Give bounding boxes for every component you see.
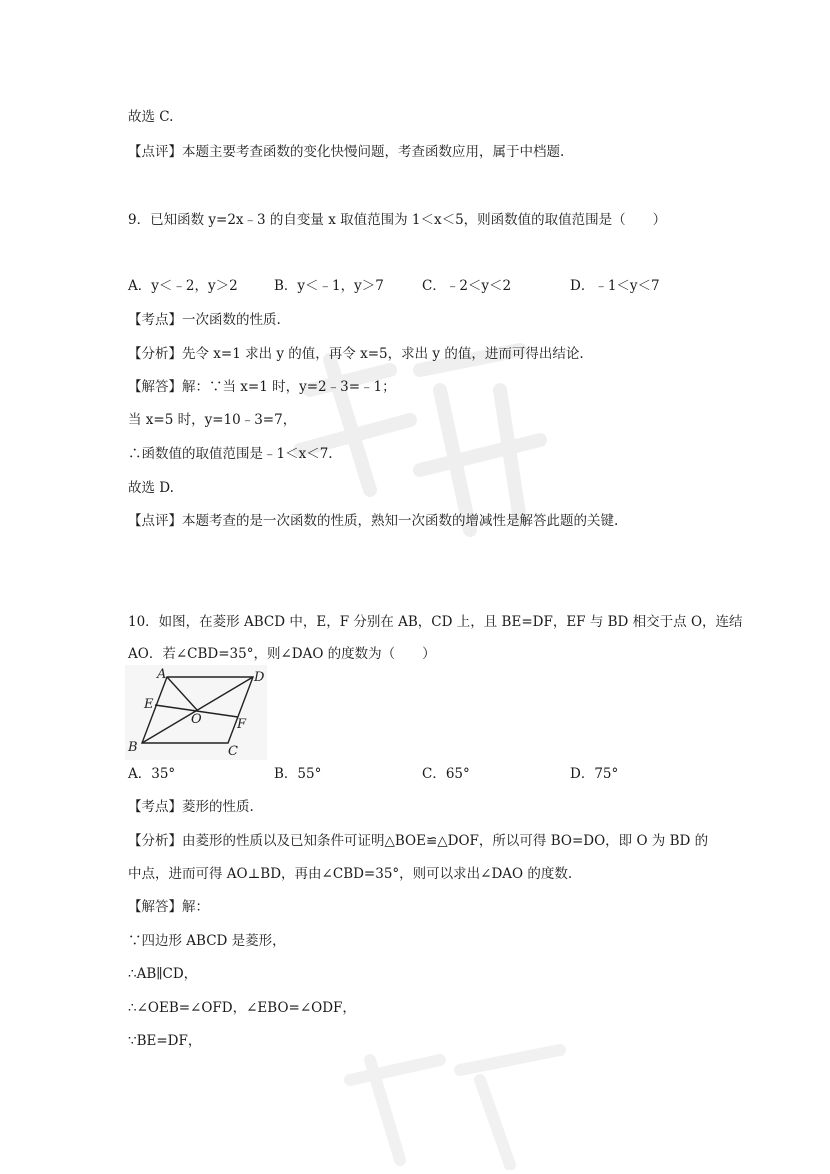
q9-step-2: ∴函数值的取值范围是﹣1＜x＜7.: [128, 446, 333, 462]
q10-step-4: ∵BE=DF，: [128, 1033, 202, 1049]
q8-conclusion: 故选 C.: [128, 109, 174, 125]
q9-stem: 9．已知函数 y=2x﹣3 的自变量 x 取值范围为 1＜x＜5，则函数值的取值范围是（ ）: [128, 212, 667, 228]
q9-options: [128, 277, 728, 295]
q9-conclusion: 故选 D.: [128, 480, 174, 496]
label-b: B: [128, 740, 138, 755]
label-f: F: [237, 717, 247, 732]
label-a: A: [157, 667, 167, 682]
q10-jieda: 【解答】解：: [128, 899, 209, 915]
label-d: D: [254, 670, 265, 685]
q9-option-d: D．﹣1＜y＜7: [570, 278, 660, 294]
q9-option-c: C．﹣2＜y＜2: [422, 278, 512, 294]
label-e: E: [144, 697, 154, 712]
q10-options: [128, 765, 728, 783]
label-c: C: [228, 744, 238, 759]
q10-option-d: D．75°: [570, 766, 619, 782]
q10-step-3: ∴∠OEB=∠OFD，∠EBO=∠ODF，: [128, 1000, 356, 1016]
rhombus-figure: [125, 665, 267, 760]
q10-step-1: ∵四边形 ABCD 是菱形，: [128, 933, 286, 949]
q9-fenxi: 【分析】先令 x=1 求出 y 的值，再令 x=5，求出 y 的值，进而可得出结论.: [128, 346, 584, 362]
q9-jieda: 【解答】解：∵当 x=1 时，y=2﹣3=﹣1；: [128, 379, 396, 395]
q10-fenxi-line-1: 【分析】由菱形的性质以及已知条件可证明△BOE≌△DOF，所以可得 BO=DO，即 O 为 BD 的: [128, 833, 709, 849]
q9-kaodian: 【考点】一次函数的性质.: [128, 312, 281, 328]
q10-kaodian: 【考点】菱形的性质.: [128, 799, 254, 815]
q9-comment: 【点评】本题考查的是一次函数的性质，熟知一次函数的增减性是解答此题的关键.: [128, 513, 619, 529]
label-o: O: [191, 712, 202, 727]
q10-option-b: B．55°: [274, 766, 322, 782]
q9-option-b: B．y＜﹣1，y＞7: [274, 278, 384, 294]
q10-stem-line-2: AO．若∠CBD=35°，则∠DAO 的度数为（ ）: [128, 646, 436, 662]
q10-fenxi-line-2: 中点，进而可得 AO⊥BD，再由∠CBD=35°，则可以求出∠DAO 的度数.: [128, 866, 573, 882]
q9-option-a: A．y＜﹣2，y＞2: [128, 278, 238, 294]
q10-stem-line-1: 10．如图，在菱形 ABCD 中，E，F 分别在 AB，CD 上，且 BE=DF，EF 与 BD 相交于点 O，连结: [128, 614, 743, 630]
q8-comment: 【点评】本题主要考查函数的变化快慢问题，考查函数应用，属于中档题.: [128, 144, 565, 160]
watermark-logo-bottom: [330, 1040, 590, 1170]
q10-option-c: C．65°: [422, 766, 470, 782]
q10-option-a: A．35°: [128, 766, 176, 782]
q9-step-1: 当 x=5 时，y=10﹣3=7，: [128, 412, 297, 428]
q10-step-2: ∴AB∥CD，: [128, 966, 198, 982]
